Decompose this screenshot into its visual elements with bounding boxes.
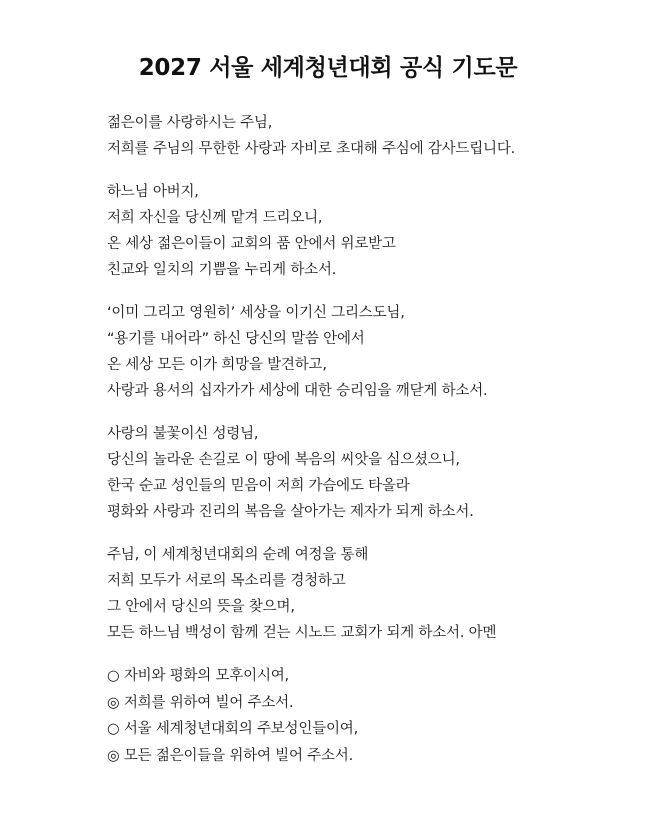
stanza-holy-spirit bbox=[107, 421, 656, 525]
stanza-pilgrimage bbox=[107, 542, 656, 646]
stanza-father bbox=[107, 179, 656, 283]
stanza-responsory bbox=[107, 663, 656, 769]
prayer-line: 젊은이를 사랑하시는 주님, bbox=[107, 115, 273, 131]
response-line: ◎ 저희를 위하여 빌어 주소서. bbox=[107, 694, 294, 711]
prayer-line: 저희를 주님의 무한한 사랑과 자비로 초대해 주심에 감사드립니다. bbox=[107, 141, 516, 157]
prayer-line: 하느님 아버지, bbox=[107, 184, 199, 200]
stanza-thanksgiving bbox=[107, 110, 656, 162]
prayer-line: 친교와 일치의 기쁨을 누리게 하소서. bbox=[107, 262, 337, 278]
prayer-line: 당신의 놀라운 손길로 이 땅에 복음의 씨앗을 심으셨으니, bbox=[107, 452, 460, 468]
response-line: ◎ 모든 젊은이들을 위하여 빌어 주소서. bbox=[107, 747, 354, 764]
prayer-line: 한국 순교 성인들의 믿음이 저희 가슴에도 타올라 bbox=[107, 478, 410, 494]
prayer-line: 사랑과 용서의 십자가가 세상에 대한 승리임을 깨닫게 하소서. bbox=[107, 383, 488, 399]
prayer-line: “용기를 내어라” 하신 당신의 말씀 안에서 bbox=[107, 331, 365, 347]
stanza-christ bbox=[107, 300, 656, 404]
prayer-line: 저희 모두가 서로의 목소리를 경청하고 bbox=[107, 573, 346, 589]
prayer-body bbox=[107, 110, 656, 769]
prayer-line: 평화와 사랑과 진리의 복음을 살아가는 제자가 되게 하소서. bbox=[107, 504, 474, 520]
prayer-line: 그 안에서 당신의 뜻을 찾으며, bbox=[107, 599, 295, 615]
versicle-line: ○ 서울 세계청년대회의 주보성인들이여, bbox=[107, 721, 358, 737]
prayer-line: 모든 하느님 백성이 함께 걷는 시노드 교회가 되게 하소서. 아멘 bbox=[107, 625, 497, 641]
prayer-line: 사랑의 불꽃이신 성령님, bbox=[107, 426, 259, 442]
prayer-line: 주님, 이 세계청년대회의 순례 여정을 통해 bbox=[107, 547, 369, 563]
prayer-line: 온 세상 젊은이들이 교회의 품 안에서 위로받고 bbox=[107, 236, 396, 252]
page-title: 2027 서울 세계청년대회 공식 기도문 bbox=[138, 55, 518, 81]
prayer-line: 온 세상 모든 이가 희망을 발견하고, bbox=[107, 357, 327, 373]
prayer-line: 저희 자신을 당신께 맡겨 드리오니, bbox=[107, 210, 323, 226]
prayer-line: ‘이미 그리고 영원히’ 세상을 이기신 그리스도님, bbox=[107, 305, 405, 321]
versicle-line: ○ 자비와 평화의 모후이시여, bbox=[107, 668, 289, 684]
